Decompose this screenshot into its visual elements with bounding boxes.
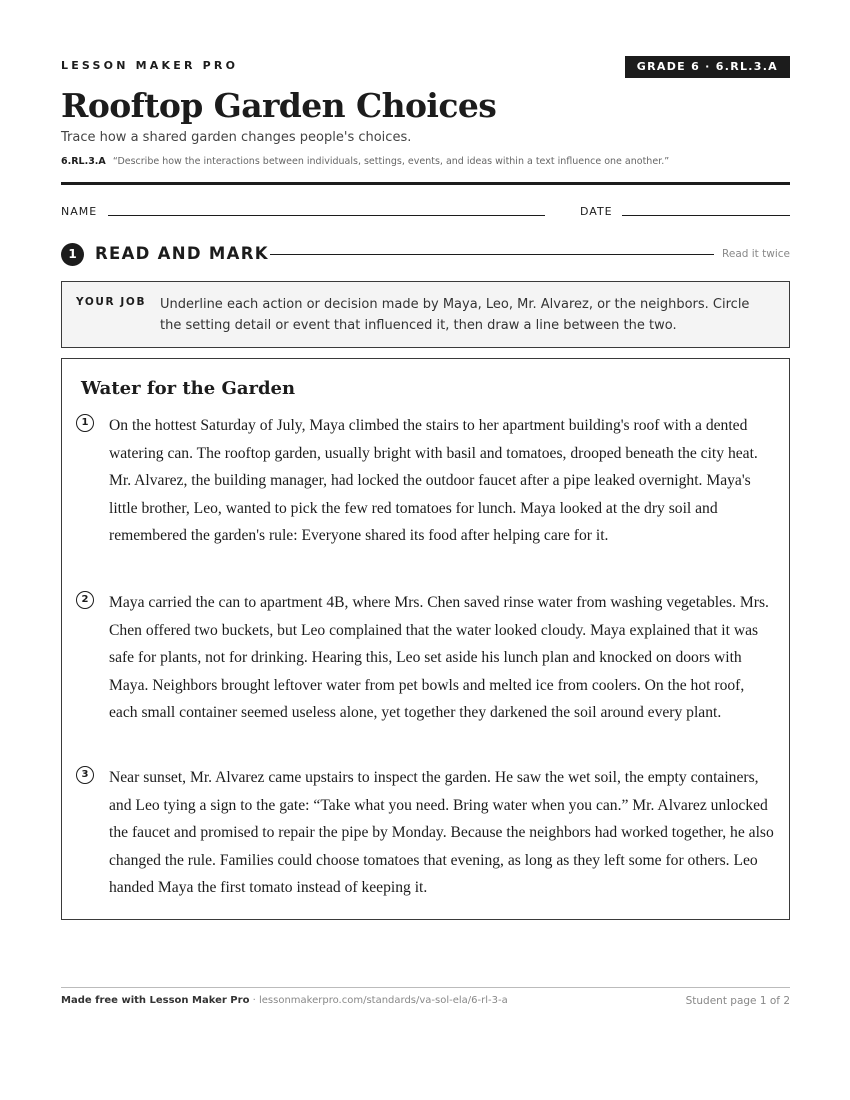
- standard-line: [61, 156, 669, 167]
- name-field[interactable]: [108, 215, 545, 216]
- section-note: Read it twice: [722, 248, 790, 260]
- section-header: [61, 243, 790, 267]
- header-top-row: [61, 56, 790, 80]
- date-label: DATE: [580, 205, 613, 218]
- section-divider: [270, 254, 714, 255]
- paragraph-number: 3: [76, 766, 94, 784]
- section-number-badge: 1: [61, 243, 84, 266]
- brand-name: LESSON MAKER PRO: [61, 59, 239, 72]
- page-indicator: Student page 1 of 2: [685, 995, 790, 1007]
- story-box: [61, 358, 790, 920]
- page-title: Rooftop Garden Choices: [61, 86, 497, 125]
- section-title: READ AND MARK: [95, 244, 269, 263]
- story-title: Water for the Garden: [81, 378, 296, 399]
- footer-credit: [61, 995, 508, 1006]
- paragraph-text: Near sunset, Mr. Alvarez came upstairs to inspect the garden. He saw the wet soil, the empty containers, and Leo tying a sign to the gate: “Take what you need. Bring water when you can.” Mr. Alvarez unlocked the faucet and promised to repair the pipe by Monday. Because the neighbors had worked together, he also changed the rule. Families could choose tomatoes that evening, as long as they left some for others. Leo handed Maya the first tomato instead of keeping it.: [109, 769, 774, 896]
- footer-brand: Made free with Lesson Maker Pro: [61, 995, 250, 1006]
- instructions-box: [61, 281, 790, 348]
- header-divider: [61, 182, 790, 185]
- name-label: NAME: [61, 205, 98, 218]
- footer-divider: [61, 987, 790, 988]
- student-fields: [61, 204, 790, 220]
- paragraph-text: On the hottest Saturday of July, Maya climbed the stairs to her apartment building's roof with a dented watering can. The rooftop garden, usually bright with basil and tomatoes, drooped beneath the city heat. Mr. Alvarez, the building manager, had locked the outdoor faucet after a pipe leaked overnight. Maya's little brother, Leo, wanted to pick the few red tomatoes for lunch. Maya looked at the dry soil and remembered the garden's rule: Everyone shared its food after helping care for it.: [109, 417, 758, 544]
- standard-text: “Describe how the interactions between individuals, settings, events, and ideas within a text influence one another.”: [112, 156, 670, 167]
- page-subtitle: Trace how a shared garden changes people's choices.: [61, 130, 412, 145]
- paragraph-number: 1: [76, 414, 94, 432]
- footer-url[interactable]: lessonmakerpro.com/standards/va-sol-ela/6-rl-3-a: [258, 995, 508, 1006]
- instructions-label: YOUR JOB: [76, 296, 147, 308]
- instructions-text: Underline each action or decision made by Maya, Leo, Mr. Alvarez, or the neighbors. Circle the setting detail or event that influenced it, then draw a line between the two.: [160, 297, 750, 333]
- standard-code: 6.RL.3.A: [61, 156, 106, 167]
- paragraph-text: Maya carried the can to apartment 4B, where Mrs. Chen saved rinse water from washing vegetables. Mrs. Chen offered two buckets, but Leo complained that the water looked cloudy. Maya explained that it was safe for plants, not for drinking. Hearing this, Leo set aside his lunch plan and knocked on doors with Maya. Neighbors brought leftover water from pet bowls and melted ice from coolers. On the hot roof, each small container seemed useless alone, yet together they darkened the soil around every plant.: [109, 594, 769, 721]
- paragraph-number: 2: [76, 591, 94, 609]
- footer-separator: ·: [249, 995, 259, 1006]
- date-field[interactable]: [622, 215, 790, 216]
- grade-badge: GRADE 6 · 6.RL.3.A: [625, 56, 790, 78]
